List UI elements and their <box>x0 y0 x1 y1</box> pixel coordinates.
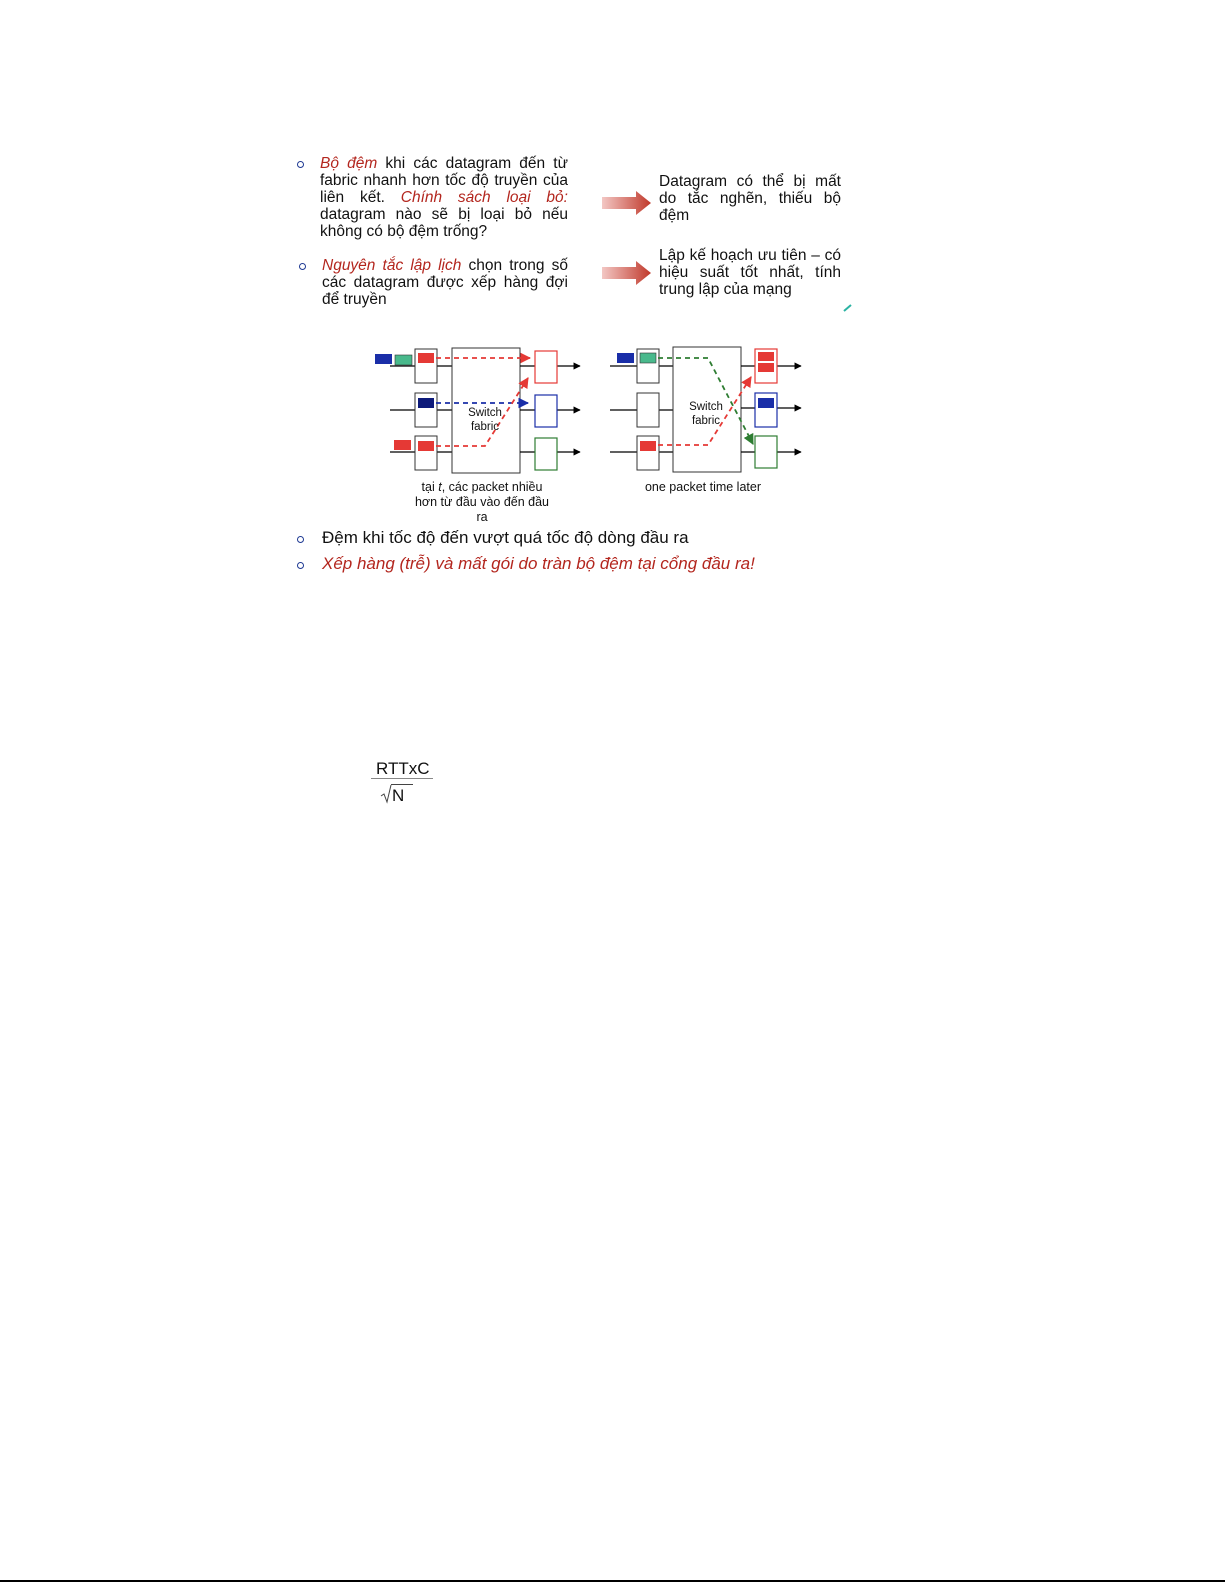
sqrt-vinculum <box>391 784 413 785</box>
left-caption-italic: t <box>438 480 442 494</box>
left-caption-pre: tại <box>421 480 439 494</box>
fraction-bar <box>371 778 433 779</box>
left-fabric-label-line1: Switch <box>468 407 502 419</box>
queueing-loss-bullet: Xếp hàng (trễ) và mất gói do tràn bộ đệm tại cổng đầu ra! <box>322 554 755 573</box>
buffering-text: khi các datagram đến từ fabric nhanh hơn tốc độ truyền của liên kết. <box>320 155 568 206</box>
arrow-right-icon <box>602 260 652 286</box>
page-bottom-rule <box>0 1580 1225 1582</box>
packet-red <box>394 440 411 450</box>
right-caption: one packet time later <box>644 480 762 494</box>
right-fabric-label <box>673 400 739 428</box>
left-caption-post: , các packet nhiều hơn từ đầu vào đến đầu ra <box>414 480 550 524</box>
scheduling-term: Nguyên tắc lập lịch <box>322 257 462 274</box>
sqrt-icon <box>380 784 392 804</box>
priority-note: Lập kế hoạch ưu tiên – có hiệu suất tốt nhất, tính trung lập của mạng <box>659 247 841 298</box>
formula-denominator: N <box>392 786 405 805</box>
bullet-icon <box>299 263 306 270</box>
loss-note: Datagram có thể bị mất do tắc nghẽn, thiếu bộ đệm <box>659 173 841 224</box>
left-caption <box>410 480 554 525</box>
scheduling-paragraph <box>322 257 568 308</box>
left-fabric-label <box>452 406 518 434</box>
buffering-paragraph <box>320 155 568 240</box>
bullet-icon <box>297 536 304 543</box>
buffering-term: Bộ đệm <box>320 155 378 172</box>
packet-green <box>395 355 412 365</box>
scheduling-text: chọn trong số các datagram được xếp hàng đợi để truyền <box>322 257 569 308</box>
switch-fabric-diagram <box>370 340 810 475</box>
decorative-mark <box>843 303 853 313</box>
drop-policy-term: Chính sách loại bỏ: <box>400 189 568 206</box>
packet-blue <box>375 354 392 364</box>
right-fabric-label-line2: fabric <box>691 415 721 427</box>
bullet-icon <box>297 161 304 168</box>
drop-policy-text: datagram nào sẽ bị loại bỏ nếu không có bộ đệm trống? <box>320 206 568 240</box>
left-fabric-label-line2: fabric <box>470 421 500 433</box>
buffering-rate-bullet: Đệm khi tốc độ đến vượt quá tốc độ dòng đầu ra <box>322 528 689 547</box>
right-fabric-label-line1: Switch <box>689 401 723 413</box>
arrow-right-icon <box>602 190 652 216</box>
formula-numerator: RTTxC <box>376 759 430 778</box>
bullet-icon <box>297 562 304 569</box>
